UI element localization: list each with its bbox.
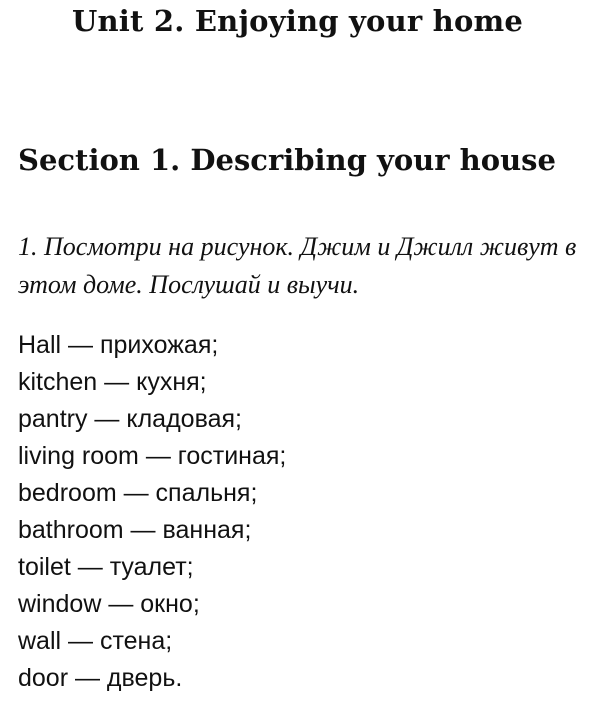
section-title: Section 1. Describing your house bbox=[18, 143, 556, 177]
vocabulary-item: kitchen — кухня; bbox=[18, 368, 207, 396]
vocabulary-item: door — дверь. bbox=[18, 664, 183, 692]
vocabulary-list bbox=[18, 327, 286, 697]
vocabulary-item: window — окно; bbox=[18, 590, 200, 618]
unit-title: Unit 2. Enjoying your home bbox=[72, 4, 524, 38]
vocabulary-item: bedroom — спальня; bbox=[18, 479, 258, 507]
vocabulary-item: bathroom — ванная; bbox=[18, 516, 252, 544]
vocabulary-item: pantry — кладовая; bbox=[18, 405, 242, 433]
vocabulary-item: toilet — туалет; bbox=[18, 553, 194, 581]
task-instruction: 1. Посмотри на рисунок. Джим и Джилл живут в этом доме. Послушай и выучи. bbox=[18, 232, 577, 299]
vocabulary-item: Hall — прихожая; bbox=[18, 331, 219, 359]
vocabulary-item: living room — гостиная; bbox=[18, 442, 287, 470]
vocabulary-item: wall — стена; bbox=[18, 627, 173, 655]
